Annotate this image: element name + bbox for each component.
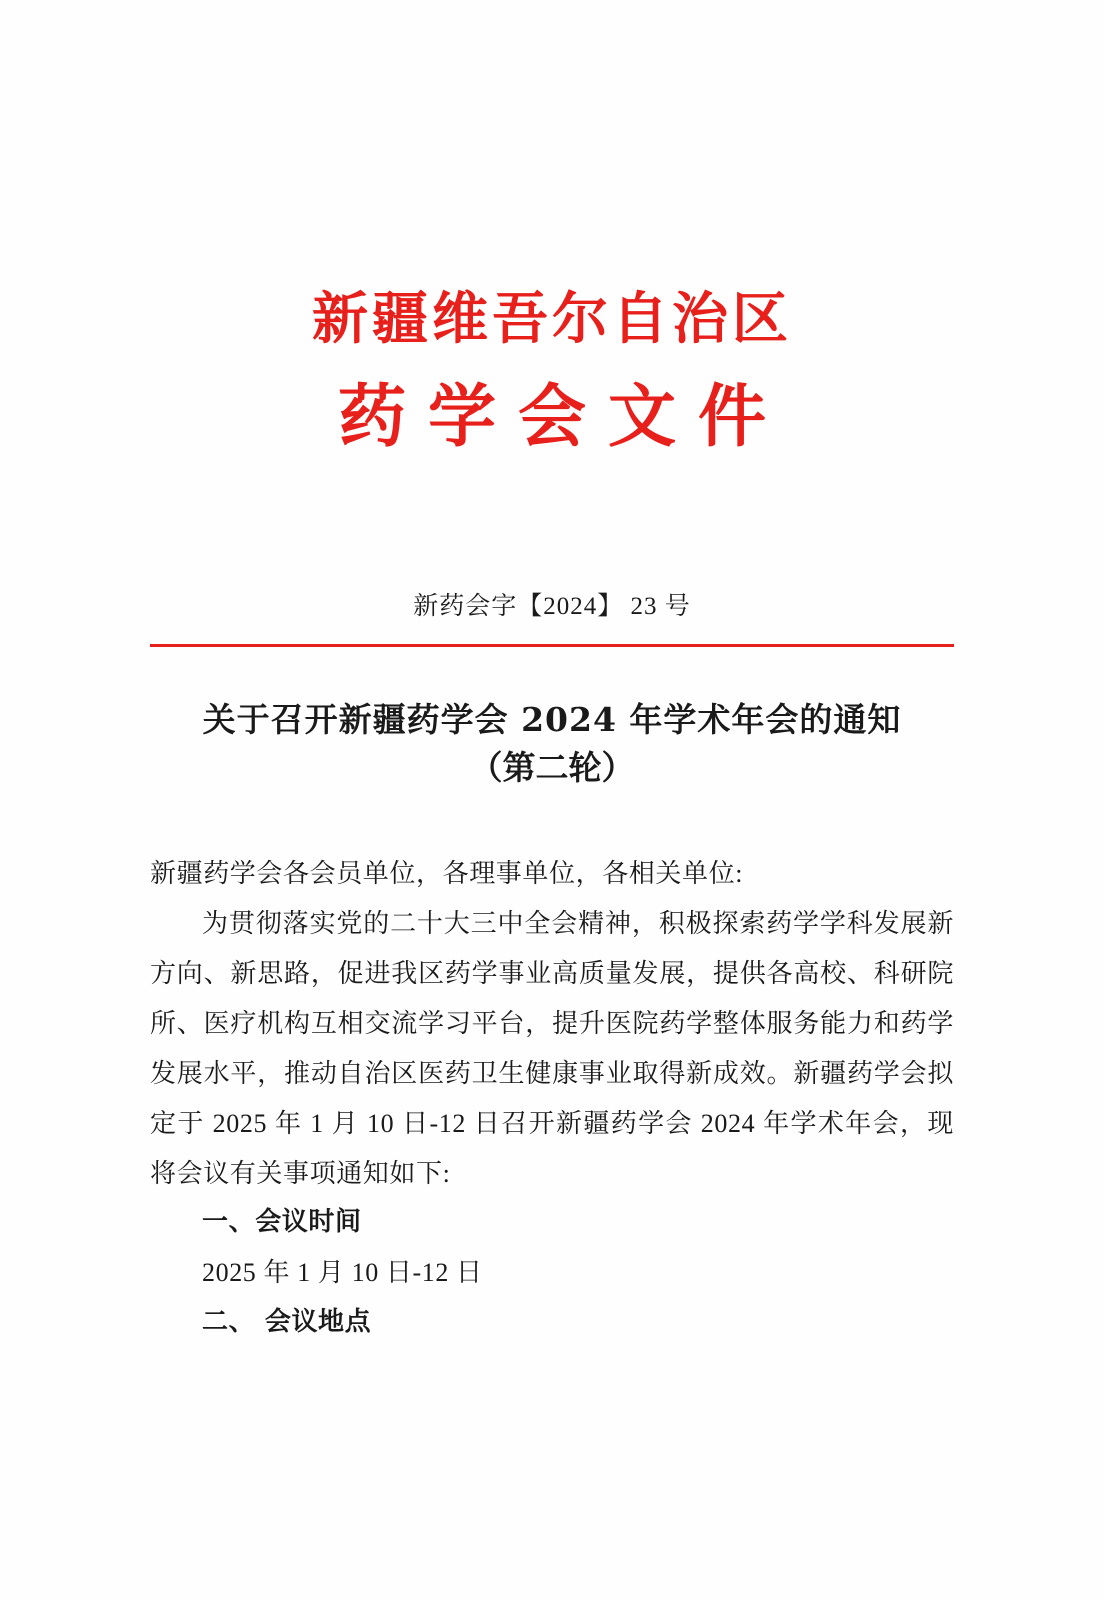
page-title: 关于召开新疆药学会 2024 年学术年会的通知 (202, 700, 902, 740)
document-body (150, 849, 954, 1348)
masthead (150, 0, 954, 458)
red-divider-rule (150, 644, 954, 647)
masthead-line-1: 新疆维吾尔自治区 (312, 286, 792, 352)
salutation: 新疆药学会各会员单位，各理事单位，各相关单位: (150, 859, 744, 889)
section-content-1: 2025 年 1 月 10 日-12 日 (202, 1258, 483, 1288)
document-number: 新药会字【2024】 23 号 (413, 593, 691, 621)
body-paragraph-1: 为贯彻落实党的二十大三中全会精神，积极探索药学学科发展新方向、新思路，促进我区药学事业高质量发展，提供各高校、科研院所、医疗机构互相交流学习平台，提升医院药学整体服务能力和药学发展水平，推动自治区医药卫生健康事业取得新成效。新疆药学会拟定于 2025 年 1 月 10 日-12 日召开新疆药学会 2024 年学术年会，现将会议有关事项通知如下: (150, 908, 954, 1188)
section-heading-2: 二、 会议地点 (202, 1307, 372, 1338)
page-subtitle: （第二轮） (469, 747, 635, 787)
masthead-line-2: 药学会文件 (337, 376, 788, 457)
section-heading-1: 一、会议时间 (202, 1207, 362, 1238)
